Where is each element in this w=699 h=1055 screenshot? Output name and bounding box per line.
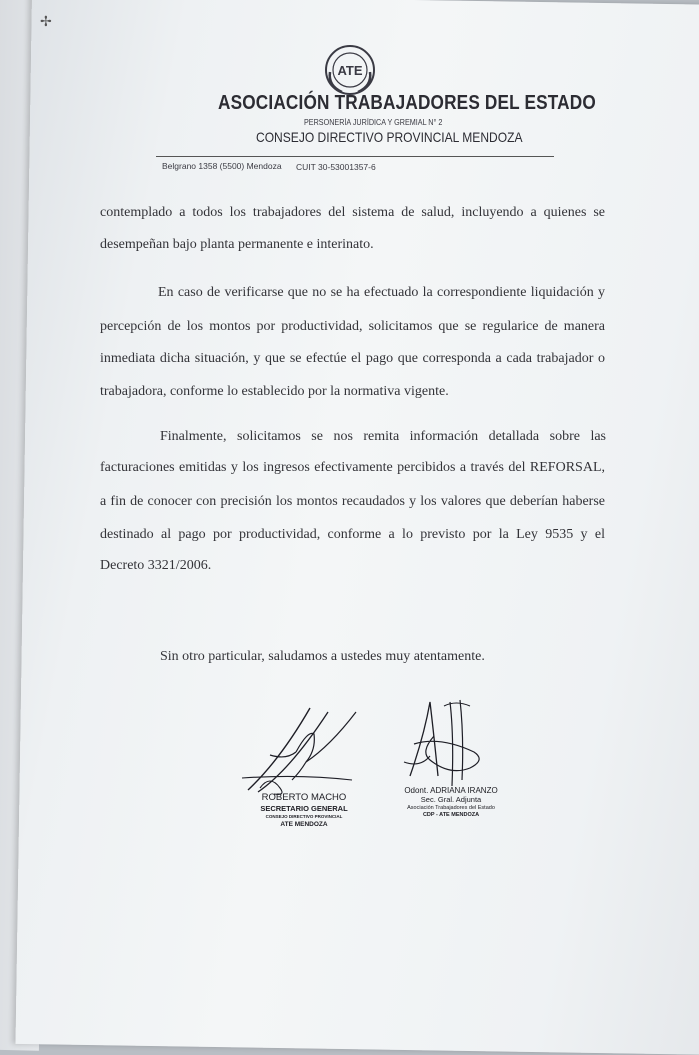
signer-2-name: Odont. ADRIANA IRANZO [404, 786, 498, 795]
paragraph-2-line: percepción de los montos por productividad, solicitamos que se regularice de manera [100, 319, 605, 334]
address: Belgrano 1358 (5500) Mendoza [162, 161, 282, 171]
paragraph-2-line: inmediata dicha situación, y que se efectúe el pago que corresponda a cada trabajador o [100, 351, 605, 366]
paragraph-3-line: a fin de conocer con precisión los montos recaudados y los valores que deberían haberse [100, 494, 605, 509]
paragraph-2-line: trabajadora, conforme lo establecido por la normativa vigente. [100, 384, 449, 399]
council-name: CONSEJO DIRECTIVO PROVINCIAL MENDOZA [256, 129, 523, 145]
paragraph-1-line: contemplado a todos los trabajadores del sistema de salud, incluyendo a quienes se [100, 205, 605, 220]
paragraph-1-line: desempeñan bajo planta permanente e interinato. [100, 237, 374, 252]
closing-line: Sin otro particular, saludamos a ustedes muy atentamente. [160, 649, 485, 664]
ate-logo-icon [322, 42, 378, 98]
signer-2-org: Asociación Trabajadores del Estado [407, 805, 495, 811]
corner-mark: ✢ [40, 14, 52, 30]
signer-1-org: ATE MENDOZA [280, 821, 328, 828]
cuit-number: CUIT 30-53001357-6 [296, 162, 376, 172]
paragraph-3-line: Finalmente, solicitamos se nos remita información detallada sobre las [160, 429, 606, 444]
signer-2-council: CDP - ATE MENDOZA [422, 812, 480, 818]
svg-text:ATE: ATE [337, 63, 363, 78]
paragraph-3-line: destinado al pago por productividad, conforme a lo previsto por la Ley 9535 y el [100, 527, 605, 542]
paragraph-3-line: facturaciones emitidas y los ingresos efectivamente percibidos a través del REFORSAL, [100, 460, 605, 475]
legal-status: PERSONERÍA JURÍDICA Y GREMIAL N° 2 [304, 118, 443, 127]
signer-1-title: SECRETARIO GENERAL [260, 804, 348, 813]
signature-adriana-iranzo-icon [400, 696, 490, 796]
organization-name: ASOCIACIÓN TRABAJADORES DEL ESTADO [218, 92, 596, 114]
signature-roberto-macho-icon [240, 700, 370, 800]
paragraph-3-line: Decreto 3321/2006. [100, 558, 212, 573]
signer-1-council: CONSEJO DIRECTIVO PROVINCIAL [265, 814, 343, 819]
signer-2-title: Sec. Gral. Adjunta [420, 795, 482, 804]
signer-1-name: ROBERTO MACHO [261, 792, 347, 803]
letterhead-divider [156, 156, 554, 157]
paragraph-2-line: En caso de verificarse que no se ha efectuado la correspondiente liquidación y [158, 285, 605, 300]
